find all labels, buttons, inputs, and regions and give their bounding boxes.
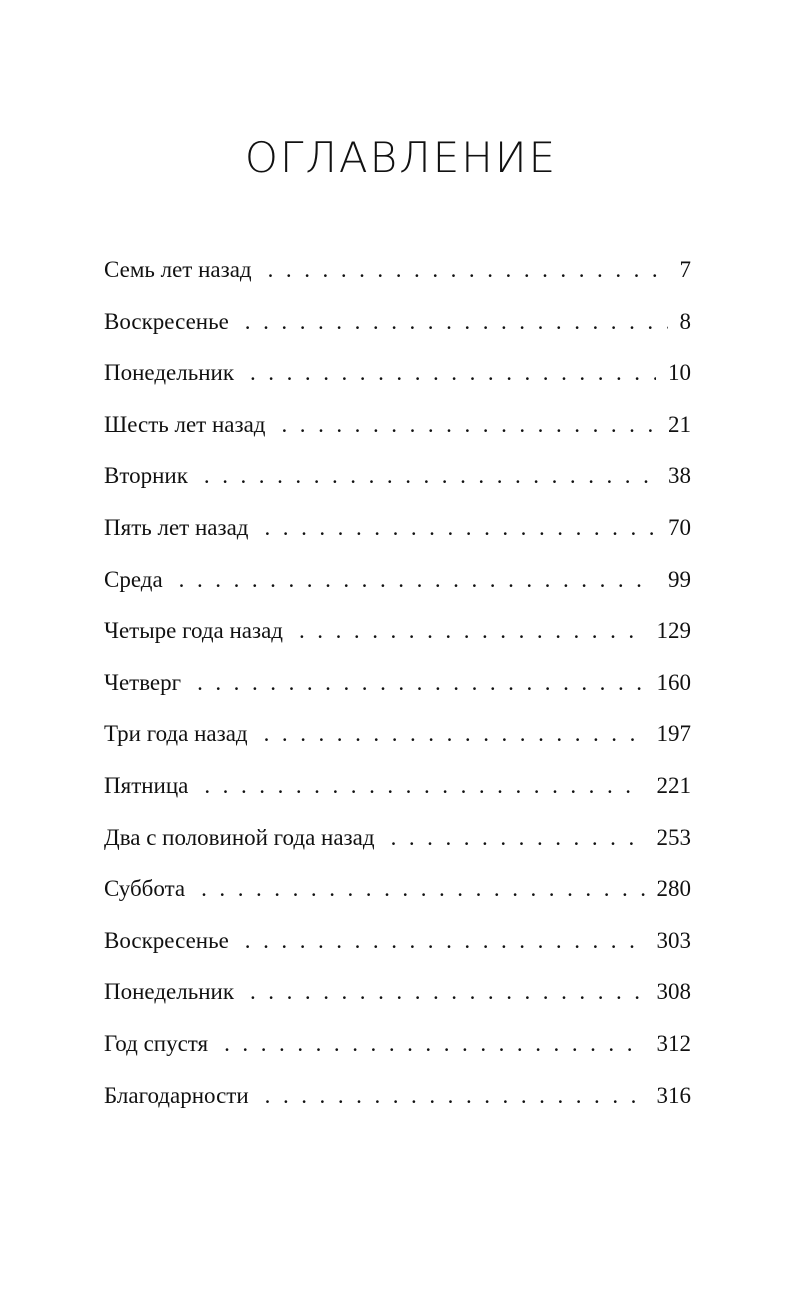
toc-entry-label: Пять лет назад xyxy=(104,514,249,540)
toc-entry xyxy=(104,768,691,820)
dot-leader xyxy=(281,407,656,443)
dot-leader xyxy=(268,252,668,288)
toc-entry-label: Благодарности xyxy=(104,1082,249,1108)
toc-entry-label: Четверг xyxy=(104,669,182,695)
dot-leader xyxy=(265,1078,645,1114)
toc-entry-label: Понедельник xyxy=(104,360,234,386)
toc-entry xyxy=(104,355,691,407)
toc-entry xyxy=(104,1078,691,1130)
dot-leader xyxy=(299,613,645,649)
toc-entry xyxy=(104,304,691,356)
toc-entry-page-number: 308 xyxy=(656,979,691,1005)
table-of-contents xyxy=(104,252,691,1129)
dot-leader xyxy=(391,820,645,856)
dot-leader xyxy=(204,768,644,804)
toc-entry-page-number: 70 xyxy=(668,514,691,540)
toc-entry-label: Понедельник xyxy=(104,979,234,1005)
toc-entry xyxy=(104,820,691,872)
toc-entry-label: Вторник xyxy=(104,463,188,489)
toc-entry-page-number: 280 xyxy=(656,876,691,902)
toc-entry-page-number: 197 xyxy=(656,721,691,747)
dot-leader xyxy=(197,665,644,701)
toc-entry-page-number: 21 xyxy=(668,411,691,437)
toc-entry xyxy=(104,252,691,304)
toc-entry-label: Три года назад xyxy=(104,721,248,747)
toc-entry xyxy=(104,974,691,1026)
toc-entry-page-number: 303 xyxy=(656,927,691,953)
toc-entry-page-number: 7 xyxy=(679,257,691,282)
toc-entry-label: Пятница xyxy=(104,772,189,798)
toc-entry-label: Среда xyxy=(104,566,163,592)
dot-leader xyxy=(201,871,644,907)
toc-entry xyxy=(104,665,691,717)
dot-leader xyxy=(264,716,645,752)
toc-entry-page-number: 99 xyxy=(668,566,691,592)
toc-entry-label: Воскресенье xyxy=(104,927,229,953)
toc-entry xyxy=(104,510,691,562)
toc-entry-label: Два с половиной года назад xyxy=(104,824,375,850)
toc-entry-page-number: 8 xyxy=(679,308,691,334)
dot-leader xyxy=(179,562,656,598)
toc-entry xyxy=(104,1026,691,1078)
toc-entry-page-number: 221 xyxy=(656,772,691,798)
dot-leader xyxy=(245,923,645,959)
toc-entry xyxy=(104,458,691,510)
toc-entry-page-number: 160 xyxy=(656,669,691,695)
dot-leader xyxy=(264,510,656,546)
toc-entry xyxy=(104,871,691,923)
toc-entry-page-number: 129 xyxy=(656,618,691,644)
toc-entry-page-number: 316 xyxy=(656,1082,691,1108)
dot-leader xyxy=(204,458,656,494)
toc-entry-label: Шесть лет назад xyxy=(104,411,266,437)
toc-entry-label: Суббота xyxy=(104,876,186,902)
toc-entry-page-number: 38 xyxy=(668,463,691,489)
dot-leader xyxy=(245,304,668,340)
page-title: ОГЛАВЛЕНИЕ xyxy=(244,133,558,182)
toc-entry-label: Год спустя xyxy=(104,1030,209,1056)
dot-leader xyxy=(224,1026,644,1062)
dot-leader xyxy=(250,974,645,1010)
toc-entry xyxy=(104,613,691,665)
toc-entry xyxy=(104,716,691,768)
toc-entry-label: Четыре года назад xyxy=(104,618,283,644)
toc-entry-label: Семь лет назад xyxy=(104,257,252,282)
dot-leader xyxy=(250,355,656,391)
toc-entry xyxy=(104,407,691,459)
toc-entry-page-number: 253 xyxy=(656,824,691,850)
toc-entry xyxy=(104,923,691,975)
toc-entry-page-number: 10 xyxy=(668,360,691,386)
toc-entry-label: Воскресенье xyxy=(104,308,229,334)
toc-entry-page-number: 312 xyxy=(656,1030,691,1056)
toc-entry xyxy=(104,562,691,614)
